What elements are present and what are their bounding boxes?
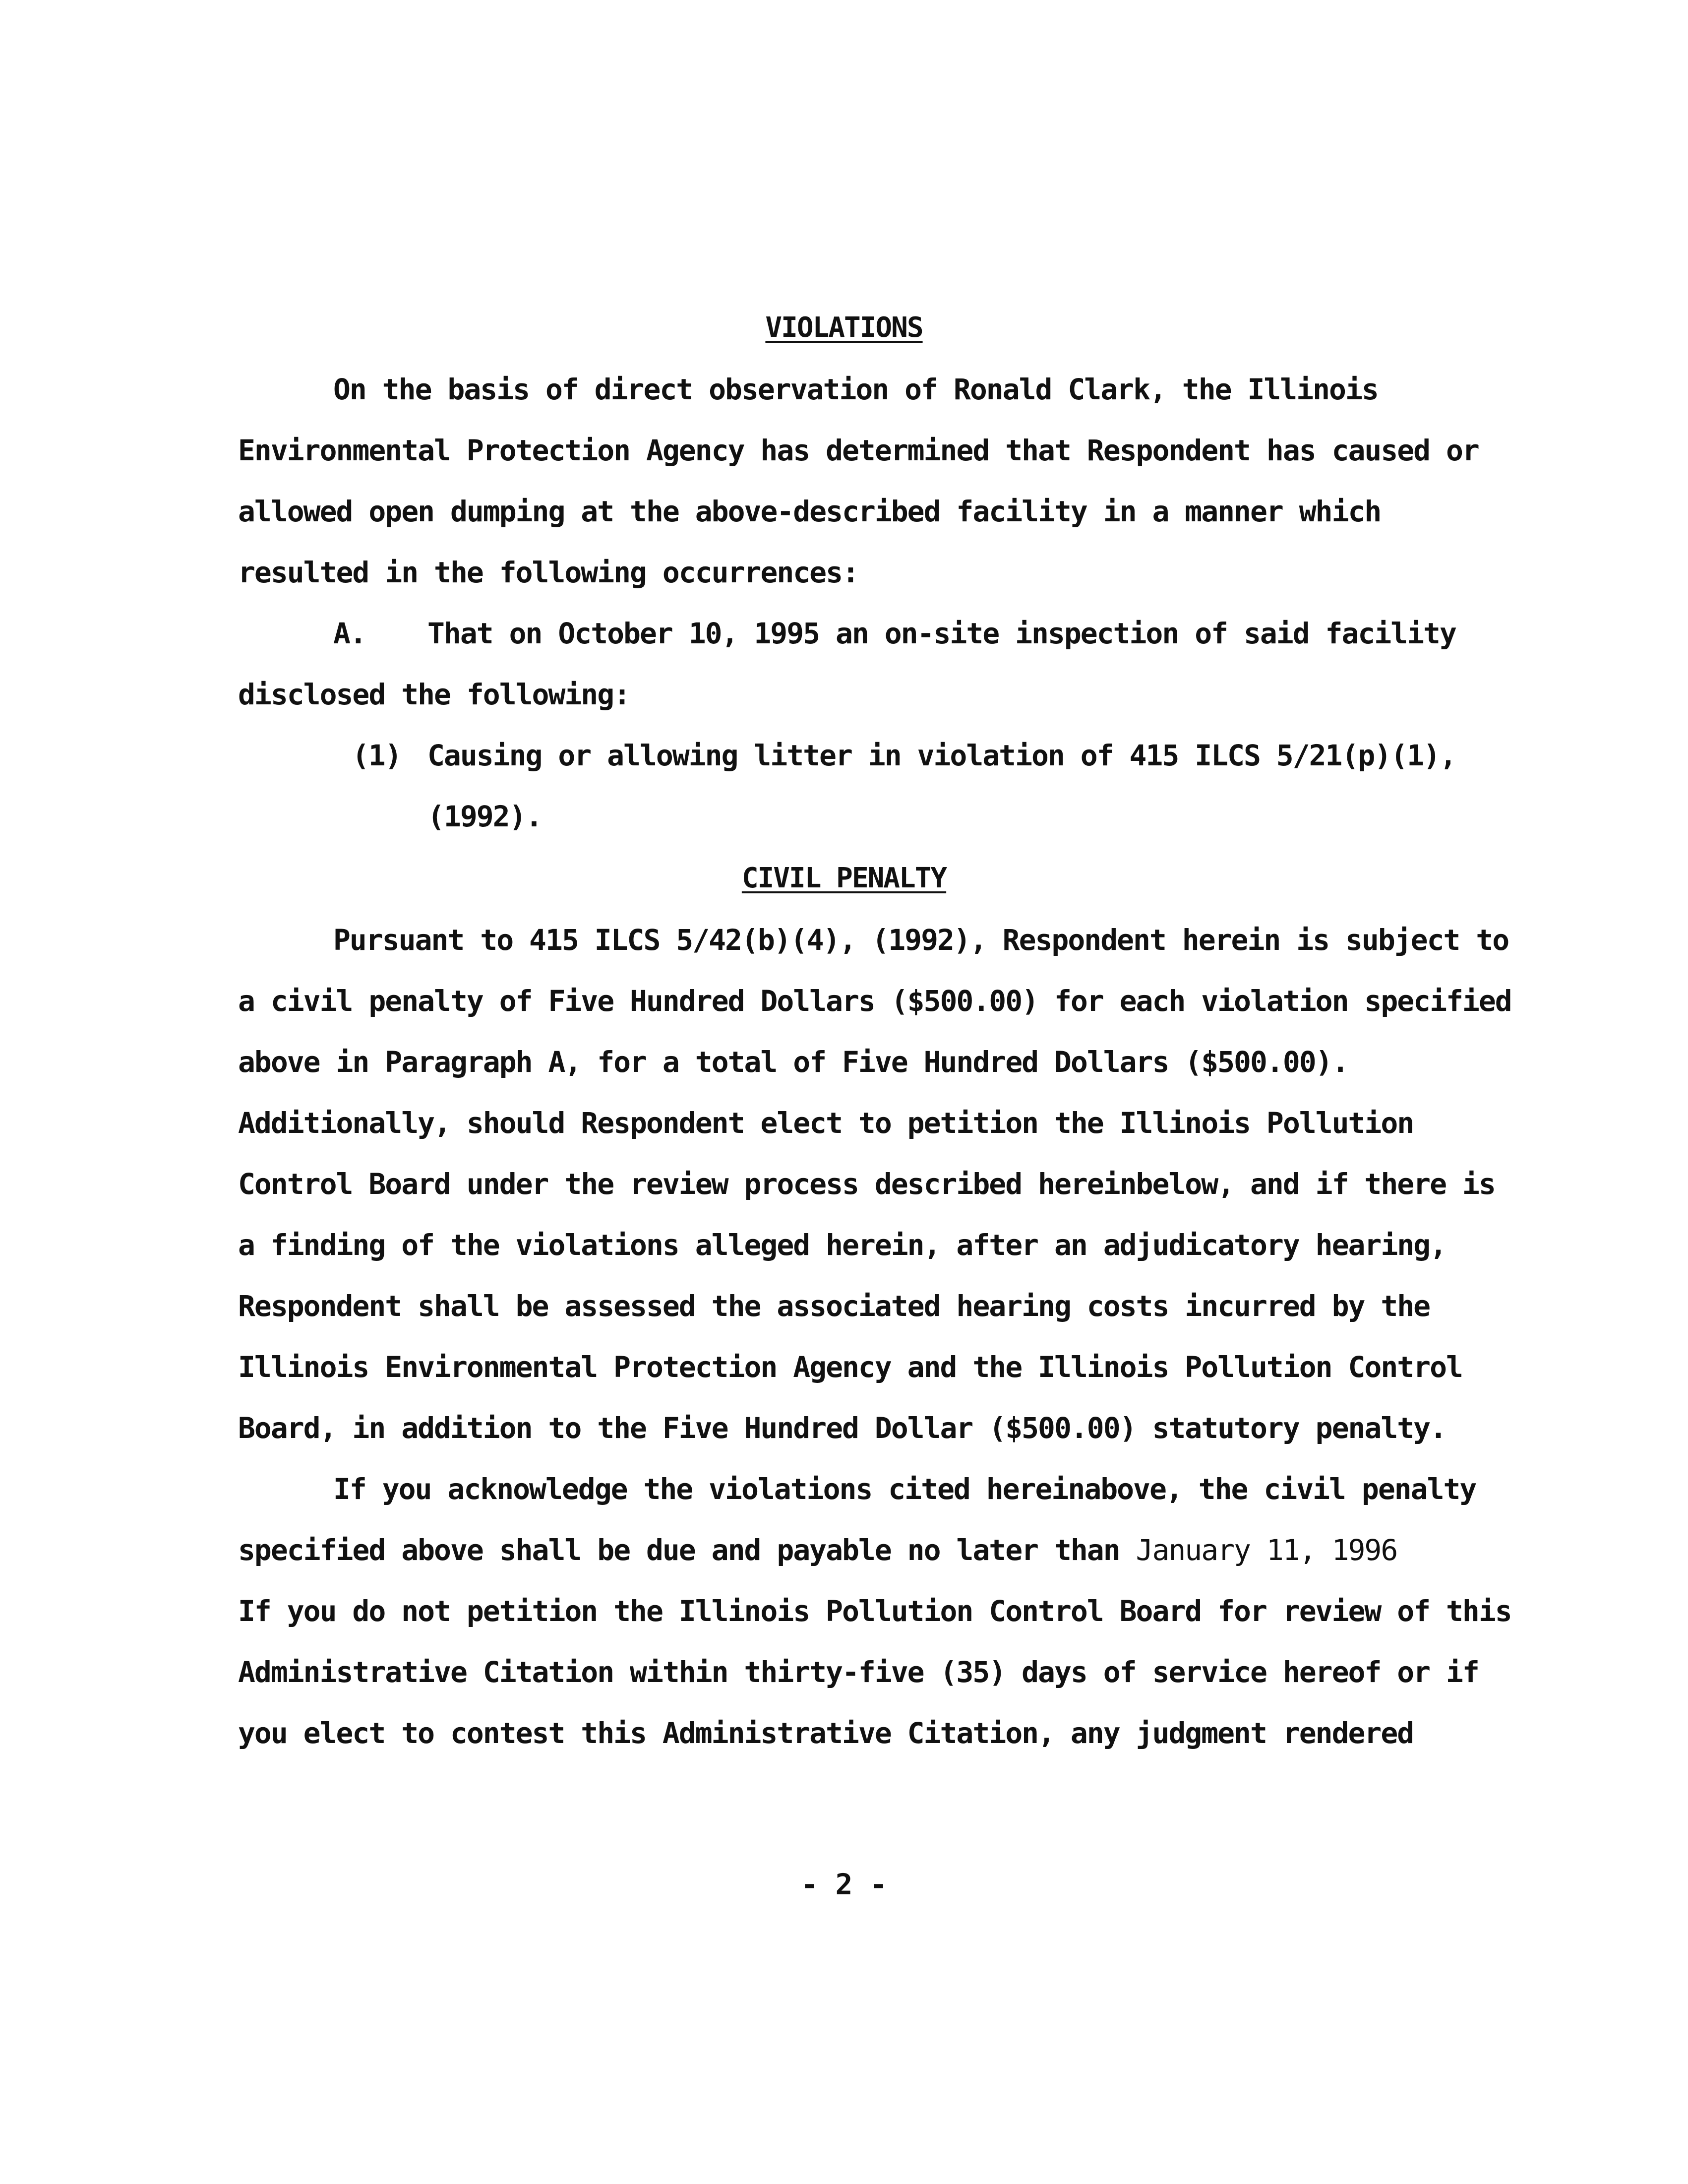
violations-paragraph-line: On the basis of direct observation of Ronald Clark, the Illinois — [333, 373, 1378, 406]
civil-penalty-heading: CIVIL PENALTY — [741, 862, 947, 894]
payment-line-text: specified above shall be due and payable no later than — [238, 1533, 1120, 1567]
closing-line: Administrative Citation within thirty-five (35) days of service hereof or if — [238, 1655, 1479, 1689]
violations-heading: VIOLATIONS — [765, 312, 923, 344]
payment-line — [238, 1533, 1397, 1567]
penalty-paragraph-line: a finding of the violations alleged herein, after an adjudicatory hearing, — [238, 1228, 1447, 1262]
penalty-paragraph-line: Respondent shall be assessed the associated hearing costs incurred by the — [238, 1289, 1430, 1323]
payment-line: If you acknowledge the violations cited hereinabove, the civil penalty — [333, 1472, 1476, 1506]
penalty-paragraph-line: Illinois Environmental Protection Agency and the Illinois Pollution Control — [238, 1350, 1462, 1384]
penalty-paragraph-line: Control Board under the review process described hereinbelow, and if there is — [238, 1167, 1495, 1201]
penalty-paragraph-line: Additionally, should Respondent elect to petition the Illinois Pollution — [238, 1106, 1414, 1140]
item-a-line: disclosed the following: — [238, 678, 630, 711]
penalty-paragraph-line: Board, in addition to the Five Hundred Dollar ($500.00) statutory penalty. — [238, 1411, 1447, 1445]
penalty-paragraph-line: above in Paragraph A, for a total of Five Hundred Dollars ($500.00). — [238, 1045, 1348, 1079]
sub-item-1-label: (1) — [352, 739, 401, 772]
item-a-line: That on October 10, 1995 an on-site inspection of said facility — [427, 617, 1456, 650]
page-number: - 2 - — [800, 1868, 888, 1901]
violations-paragraph-line: allowed open dumping at the above-described facility in a manner which — [238, 495, 1381, 528]
item-a-label: A. — [333, 617, 366, 650]
penalty-paragraph-line: Pursuant to 415 ILCS 5/42(b)(4), (1992), Respondent herein is subject to — [333, 923, 1509, 957]
penalty-paragraph-line: a civil penalty of Five Hundred Dollars ($500.00) for each violation specified — [238, 984, 1511, 1018]
closing-line: you elect to contest this Administrative Citation, any judgment rendered — [238, 1716, 1414, 1750]
violations-paragraph-line: resulted in the following occurrences: — [238, 556, 858, 589]
sub-item-1-line: (1992). — [427, 800, 542, 833]
violations-paragraph-line: Environmental Protection Agency has determined that Respondent has caused or — [238, 434, 1479, 467]
sub-item-1-line: Causing or allowing litter in violation of 415 ILCS 5/21(p)(1), — [427, 739, 1456, 772]
closing-line: If you do not petition the Illinois Pollution Control Board for review of this — [238, 1594, 1511, 1628]
payment-due-date: January 11, 1996 — [1136, 1533, 1397, 1567]
